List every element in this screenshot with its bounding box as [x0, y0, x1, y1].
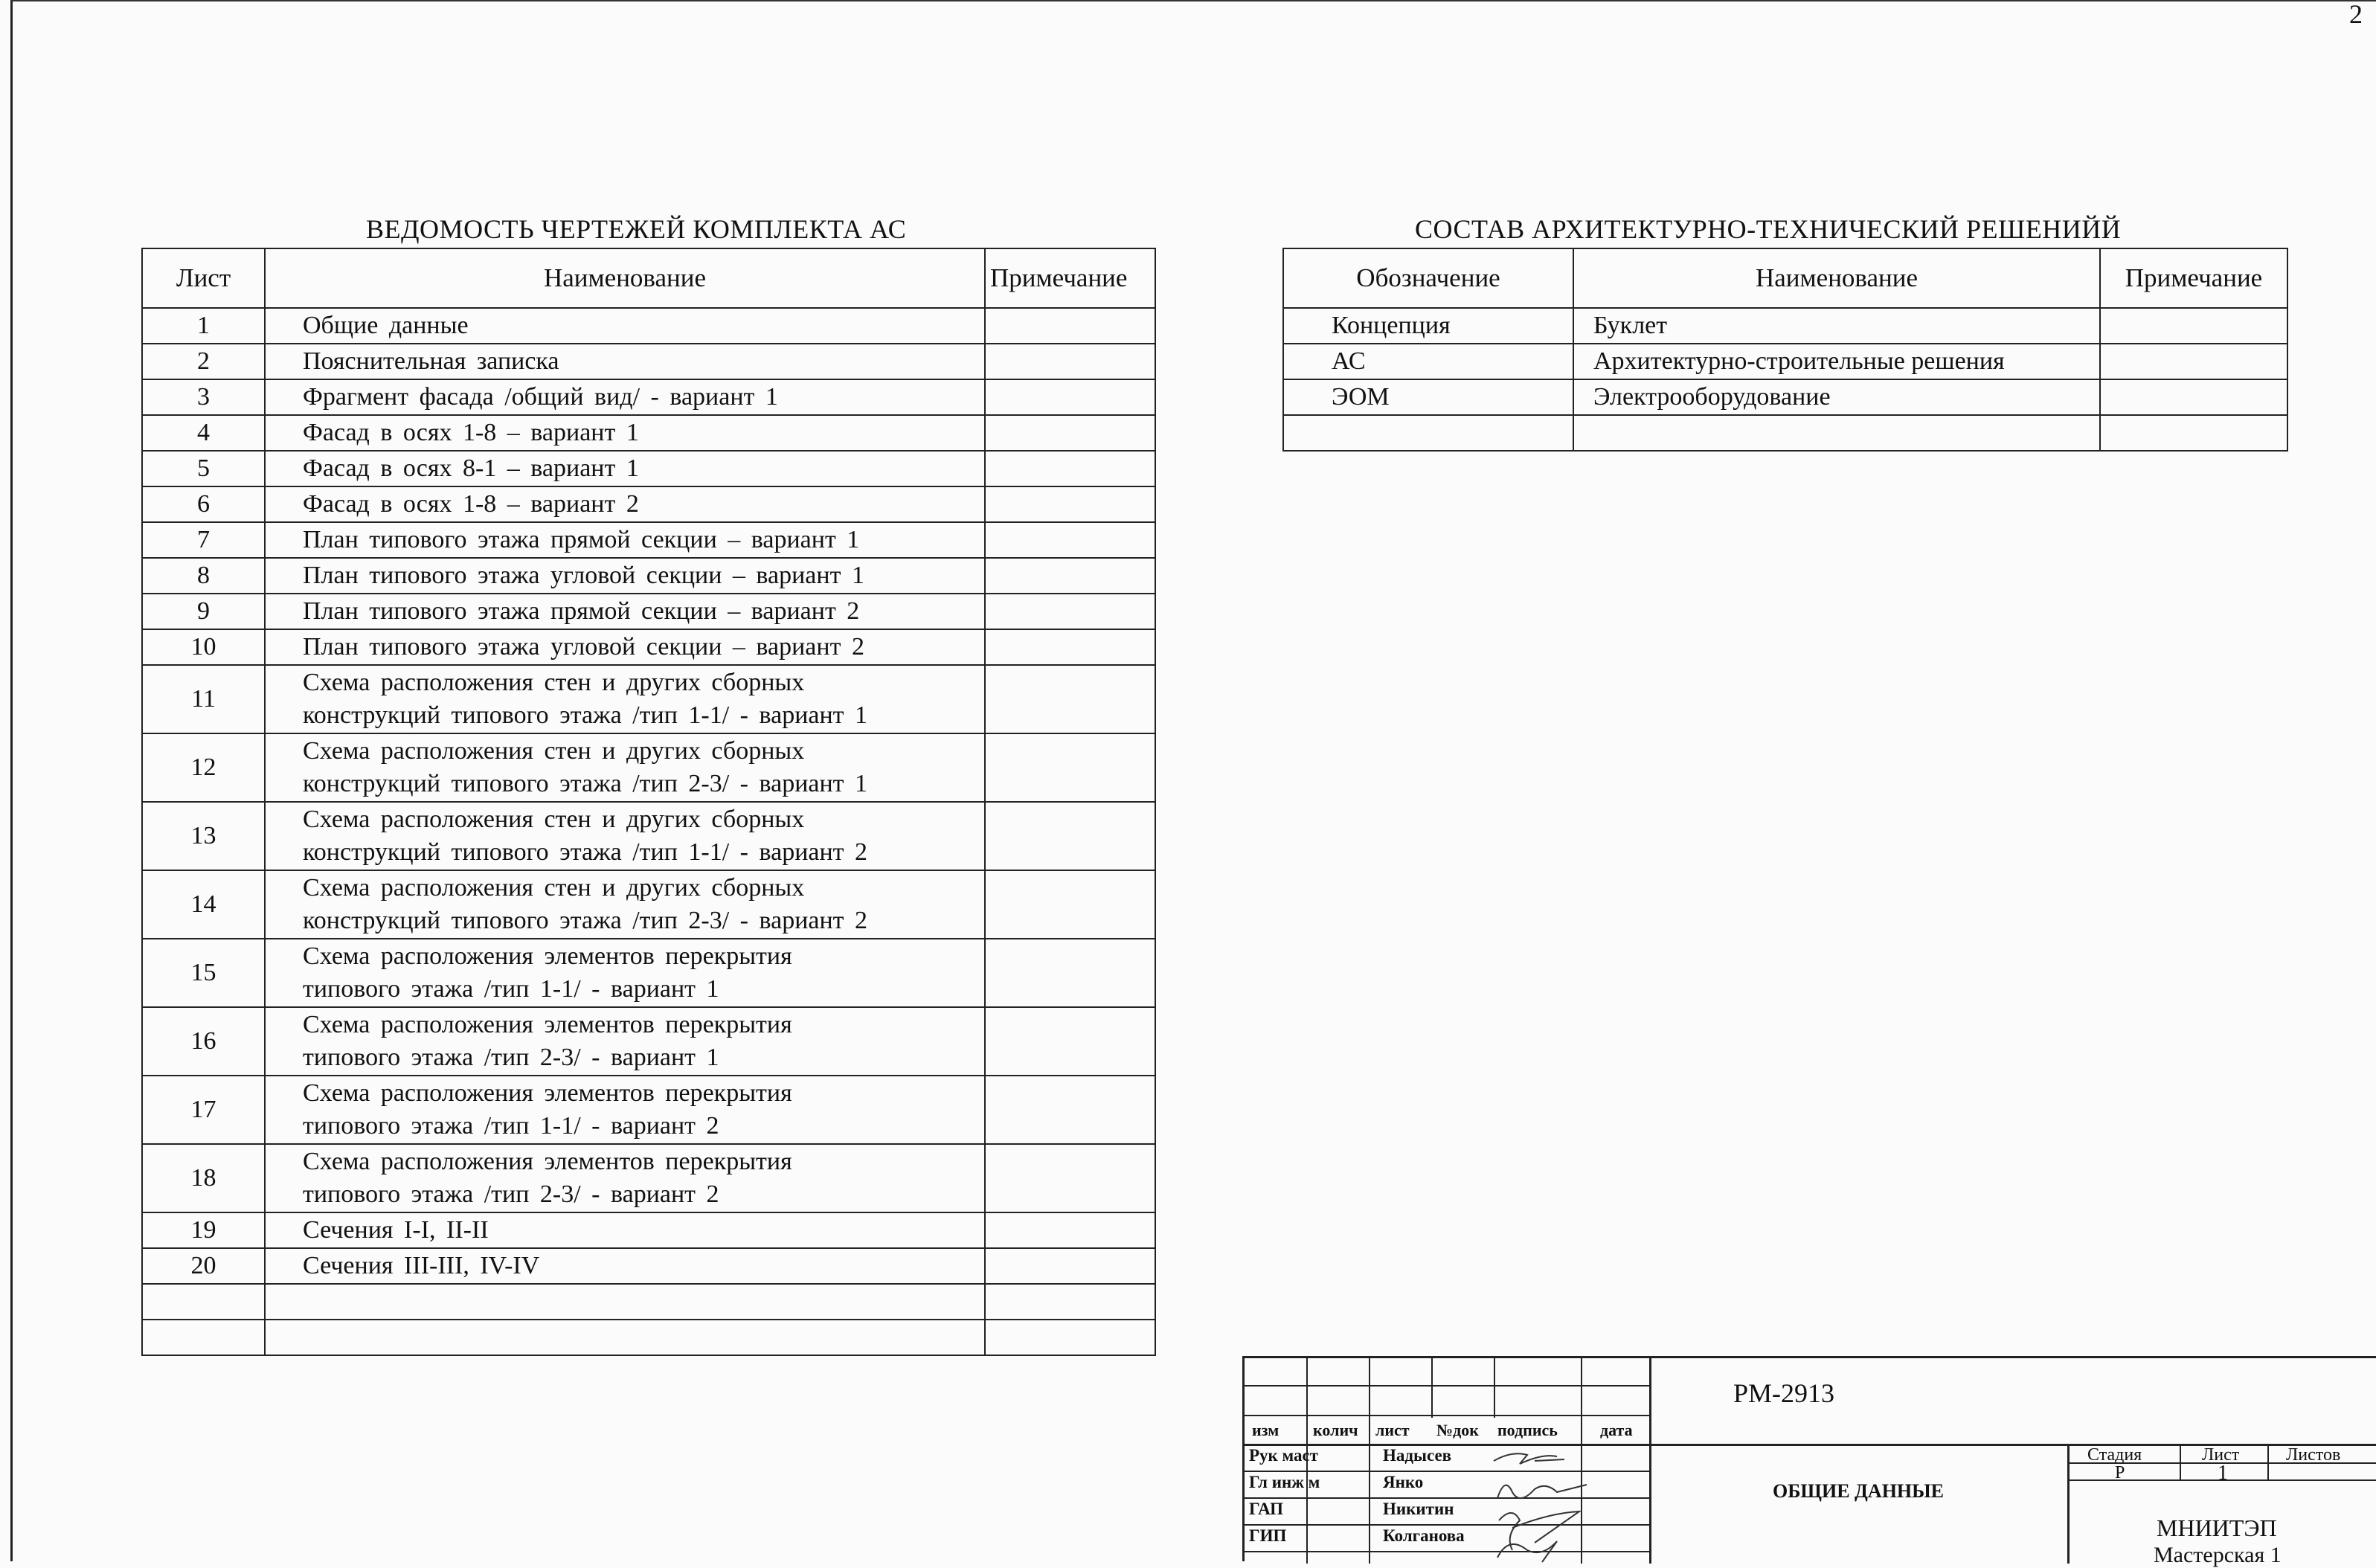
organization-unit: Мастерская 1	[2154, 1543, 2282, 1567]
sheet-name	[265, 379, 985, 415]
sheet-name-line: Фасад в осях 1-8 – вариант 2	[303, 490, 639, 518]
sheet-name	[265, 451, 985, 486]
sheet-name-line: План типового этажа прямой секции – вариант 2	[303, 597, 860, 625]
drawings-list-table	[141, 248, 1156, 1356]
table-row	[142, 1212, 1155, 1248]
role-label: ГАП	[1249, 1500, 1284, 1518]
note-cell	[985, 415, 1155, 451]
table-row	[142, 733, 1155, 802]
sheet-name	[265, 665, 985, 733]
table-row	[142, 594, 1155, 629]
sheet-name-line: Схема расположения стен и других сборных	[303, 806, 805, 833]
sheet-number	[142, 1284, 265, 1320]
sheet-name-line: Пояснительная записка	[303, 347, 559, 375]
sheet-number: 3	[142, 379, 265, 415]
sheet-name-line: Схема расположения стен и других сборных	[303, 669, 805, 696]
table-row	[1283, 308, 2287, 344]
note-cell	[985, 1144, 1155, 1212]
revision-column-header: лист	[1375, 1421, 1410, 1439]
note-cell	[985, 939, 1155, 1007]
sheet-name-line: типового этажа /тип 1-1/ - вариант 2	[303, 1112, 719, 1140]
sheet-name	[265, 522, 985, 558]
sheet-name	[265, 802, 985, 870]
sheet-name-line: План типового этажа угловой секции – вариант 1	[303, 562, 864, 589]
sheet-name	[265, 733, 985, 802]
composition-table	[1282, 248, 2288, 452]
stage-label: Стадия	[2087, 1445, 2142, 1465]
table-row	[1283, 344, 2287, 379]
note-cell	[2100, 308, 2287, 344]
sheet-number: 18	[142, 1144, 265, 1212]
sheet-name-line: Фасад в осях 8-1 – вариант 1	[303, 454, 639, 482]
organization-name: МНИИТЭП	[2157, 1514, 2277, 1541]
sheet-number: 6	[142, 486, 265, 522]
sheet-name-line: Фасад в осях 1-8 – вариант 1	[303, 419, 639, 446]
document-code: РМ-2913	[1733, 1378, 1835, 1408]
sheet-name-line: Сечения III-III, IV-IV	[303, 1252, 540, 1279]
sheet-number: 15	[142, 939, 265, 1007]
revision-column-header: дата	[1600, 1421, 1633, 1439]
table-row	[142, 1284, 1155, 1320]
note-cell	[985, 1007, 1155, 1076]
sheet-label: Лист	[2202, 1445, 2240, 1465]
note-cell	[985, 558, 1155, 594]
person-name: Янко	[1383, 1473, 1424, 1491]
sheet-name	[265, 1007, 985, 1076]
table-row	[142, 308, 1155, 344]
table-row	[142, 451, 1155, 486]
note-cell	[985, 344, 1155, 379]
designation-cell	[1283, 415, 1573, 451]
stage-value: Р	[2115, 1463, 2125, 1482]
note-cell	[985, 1284, 1155, 1320]
signatures	[1490, 1446, 1602, 1564]
sheet-name-line: Фрагмент фасада /общий вид/ - вариант 1	[303, 383, 778, 411]
person-name: Никитин	[1383, 1500, 1454, 1518]
sheet-name-line: конструкций типового этажа /тип 2-3/ - вариант 2	[303, 907, 868, 934]
sheet-number: 12	[142, 733, 265, 802]
name-cell	[1573, 415, 2100, 451]
composition-title: СОСТАВ АРХИТЕКТУРНО-ТЕХНИЧЕСКИЙ РЕШЕНИЙЙ	[1415, 214, 2122, 244]
table-row	[142, 939, 1155, 1007]
table-row	[142, 415, 1155, 451]
sheet-name-line: Сечения I-I, II-II	[303, 1216, 489, 1244]
name-cell: Буклет	[1573, 308, 2100, 344]
note-cell	[2100, 344, 2287, 379]
table-row	[1283, 379, 2287, 415]
sheet-number: 5	[142, 451, 265, 486]
table-row	[142, 802, 1155, 870]
sheet-number: 11	[142, 665, 265, 733]
sheet-number: 7	[142, 522, 265, 558]
name-cell: Электрооборудование	[1573, 379, 2100, 415]
sheet-name	[265, 344, 985, 379]
header-sheet: Лист	[142, 248, 265, 308]
sheet-number: 1	[142, 308, 265, 344]
note-cell	[985, 451, 1155, 486]
role-label: Гл инж м	[1249, 1473, 1320, 1491]
sheet-name	[265, 629, 985, 665]
document-name: ОБЩИЕ ДАННЫЕ	[1773, 1480, 1945, 1502]
sheet-name	[265, 1212, 985, 1248]
table-row	[142, 665, 1155, 733]
drawings-list-title: ВЕДОМОСТЬ ЧЕРТЕЖЕЙ КОМПЛЕКТА АС	[366, 214, 907, 244]
table-row	[142, 629, 1155, 665]
page-number: 2	[2349, 0, 2363, 29]
revision-column-header: колич	[1313, 1421, 1358, 1439]
sheet-name-line: Схема расположения элементов перекрытия	[303, 1011, 792, 1038]
sheet-number: 14	[142, 870, 265, 939]
sheet-number: 2	[142, 344, 265, 379]
note-cell	[985, 308, 1155, 344]
sheet-number: 8	[142, 558, 265, 594]
note-cell	[985, 733, 1155, 802]
sheet-name-line: Схема расположения элементов перекрытия	[303, 1079, 792, 1107]
sheet-name-line: типового этажа /тип 1-1/ - вариант 1	[303, 975, 719, 1003]
sheet-name	[265, 558, 985, 594]
sheet-number: 4	[142, 415, 265, 451]
note-cell	[2100, 415, 2287, 451]
sheet-name-line: конструкций типового этажа /тип 1-1/ - вариант 1	[303, 701, 868, 729]
designation-cell: Концепция	[1283, 308, 1573, 344]
note-cell	[985, 665, 1155, 733]
sheet-name-line: типового этажа /тип 2-3/ - вариант 2	[303, 1180, 719, 1208]
table-row	[142, 1248, 1155, 1284]
sheet-number: 9	[142, 594, 265, 629]
sheet-name-line: Общие данные	[303, 312, 469, 339]
person-name: Колганова	[1383, 1526, 1465, 1545]
role-label: ГИП	[1249, 1526, 1287, 1545]
sheet-name	[265, 308, 985, 344]
table-row	[142, 1007, 1155, 1076]
table-row	[142, 1076, 1155, 1144]
sheet-name	[265, 1320, 985, 1355]
sheet-name	[265, 1144, 985, 1212]
note-cell	[985, 1320, 1155, 1355]
sheet-name-line: конструкций типового этажа /тип 1-1/ - вариант 2	[303, 838, 868, 866]
name-cell: Архитектурно-строительные решения	[1573, 344, 2100, 379]
table-row	[142, 870, 1155, 939]
sheet-name	[265, 870, 985, 939]
table-row	[142, 1320, 1155, 1355]
sheet-number: 20	[142, 1248, 265, 1284]
sheet-name	[265, 939, 985, 1007]
sheet-number: 16	[142, 1007, 265, 1076]
note-cell	[985, 486, 1155, 522]
role-label: Рук маст	[1249, 1446, 1319, 1465]
note-cell	[985, 522, 1155, 558]
table-row	[142, 486, 1155, 522]
note-cell	[985, 629, 1155, 665]
sheet-name-line: конструкций типового этажа /тип 2-3/ - вариант 1	[303, 770, 868, 797]
sheet-number: 19	[142, 1212, 265, 1248]
revision-column-header: изм	[1252, 1421, 1279, 1439]
revision-column-header: подпись	[1497, 1421, 1558, 1439]
sheet-number	[142, 1320, 265, 1355]
sheet-name-line: План типового этажа угловой секции – вариант 2	[303, 633, 864, 661]
sheet-name	[265, 594, 985, 629]
designation-cell: ЭОМ	[1283, 379, 1573, 415]
sheet-name	[265, 1248, 985, 1284]
sheet-name-line: типового этажа /тип 2-3/ - вариант 1	[303, 1044, 719, 1071]
sheet-name-line: Схема расположения стен и других сборных	[303, 874, 805, 902]
header-name: Наименование	[1573, 248, 2100, 308]
table-row	[142, 344, 1155, 379]
sheet-name	[265, 1284, 985, 1320]
table-row	[142, 558, 1155, 594]
table-row	[1283, 415, 2287, 451]
header-note: Примечание	[985, 248, 1155, 308]
sheet-value: 1	[2218, 1462, 2228, 1485]
table-row	[142, 379, 1155, 415]
note-cell	[985, 1076, 1155, 1144]
header-code: Обозначение	[1283, 248, 1573, 308]
note-cell	[985, 1212, 1155, 1248]
header-name: Наименование	[265, 248, 985, 308]
note-cell	[985, 1248, 1155, 1284]
note-cell	[985, 802, 1155, 870]
sheet-number: 13	[142, 802, 265, 870]
note-cell	[985, 870, 1155, 939]
sheet-name-line: Схема расположения элементов перекрытия	[303, 942, 792, 970]
note-cell	[985, 379, 1155, 415]
sheet-name	[265, 415, 985, 451]
sheet-name	[265, 1076, 985, 1144]
sheet-name	[265, 486, 985, 522]
title-block	[1242, 1356, 2376, 1567]
sheets-label: Листов	[2286, 1445, 2341, 1465]
note-cell	[985, 594, 1155, 629]
designation-cell: АС	[1283, 344, 1573, 379]
person-name: Надысев	[1383, 1446, 1452, 1465]
sheet-number: 10	[142, 629, 265, 665]
table-row	[142, 522, 1155, 558]
sheet-name-line: Схема расположения элементов перекрытия	[303, 1148, 792, 1175]
sheet-name-line: Схема расположения стен и других сборных	[303, 737, 805, 765]
note-cell	[2100, 379, 2287, 415]
header-note: Примечание	[2100, 248, 2287, 308]
sheet-name-line: План типового этажа прямой секции – вариант 1	[303, 526, 860, 553]
sheet-number: 17	[142, 1076, 265, 1144]
table-row	[142, 1144, 1155, 1212]
revision-column-header: №док	[1436, 1421, 1479, 1439]
